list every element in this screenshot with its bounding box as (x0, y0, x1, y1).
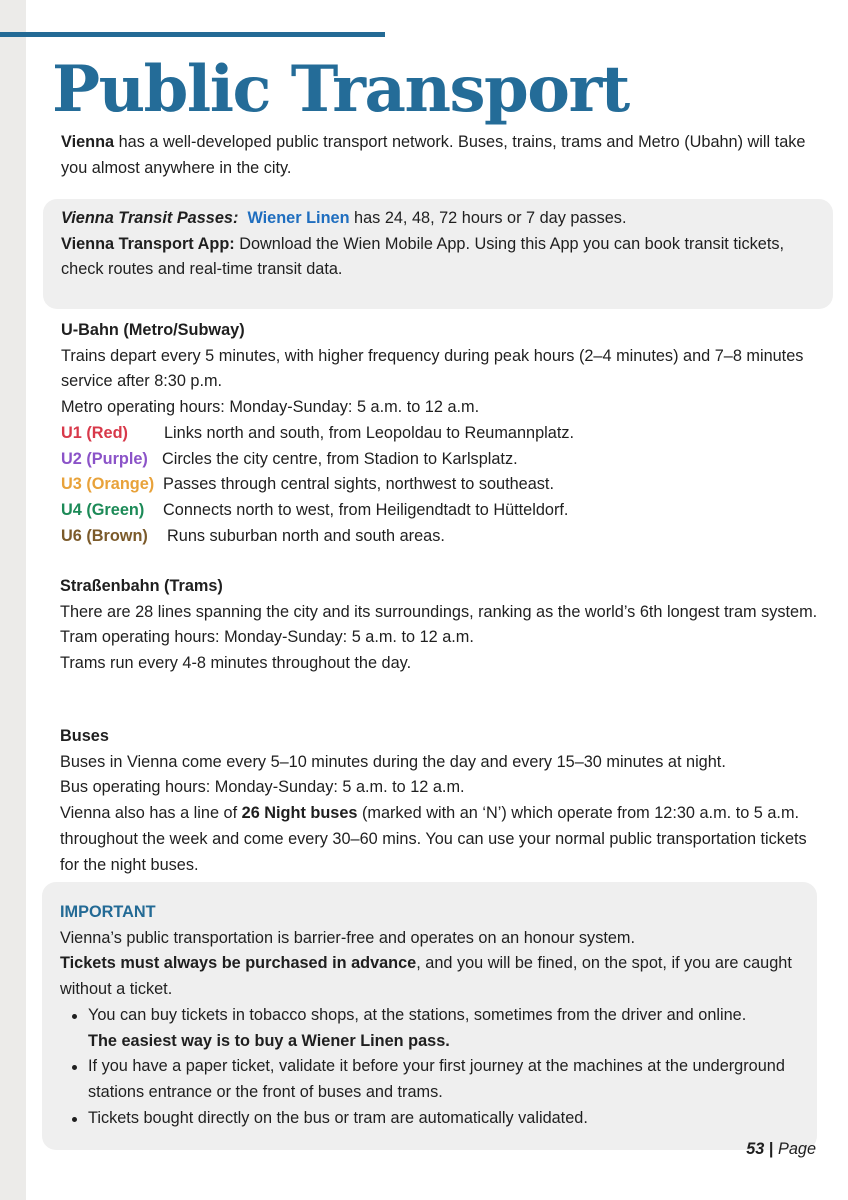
metro-line-name: U6 (Brown) (61, 526, 148, 545)
list-item: If you have a paper ticket, validate it before your first journey at the machines at the underground stations entrance or the front of buses and trams. (88, 1054, 800, 1105)
app-line (61, 232, 821, 283)
buses-section (60, 724, 820, 878)
trams-heading: Straßenbahn (Trams) (60, 577, 223, 595)
night-buses-pre: Vienna also has a line of (60, 804, 242, 823)
ubahn-hours: Metro operating hours: Monday-Sunday: 5 a.m. to 12 a.m. (61, 398, 480, 417)
important-line2-bold: Tickets must always be purchased in advance (60, 954, 417, 973)
intro-lead: Vienna (61, 133, 115, 151)
page-label: Page (777, 1140, 816, 1158)
list-item (88, 1003, 800, 1054)
trams-frequency: Trams run every 4-8 minutes throughout the day. (60, 654, 412, 673)
intro-paragraph (61, 130, 821, 181)
important-line2-rest: , and you will be fined, on the spot, if you are caught without a ticket. (60, 954, 792, 999)
important-line2 (60, 951, 800, 1002)
metro-line-u2 (61, 447, 821, 473)
metro-line-name: U1 (Red) (61, 423, 128, 442)
night-buses-post: (marked with an ‘N’) which operate from 12:30 a.m. to 5 a.m. throughout the week and come every 30–60 mins. You can use your normal public transportation tickets for the night buses. (60, 804, 807, 874)
bullet-text: You can buy tickets in tobacco shops, at the stations, sometimes from the driver and online. (88, 1005, 747, 1024)
trams-hours: Tram operating hours: Monday-Sunday: 5 a.m. to 12 a.m. (60, 628, 474, 647)
metro-line-u4 (61, 498, 821, 524)
ubahn-heading: U-Bahn (Metro/Subway) (61, 321, 245, 339)
metro-line-u6 (61, 524, 821, 550)
metro-line-desc: Runs suburban north and south areas. (167, 526, 445, 545)
metro-line-desc: Circles the city centre, from Stadion to Karlsplatz. (162, 449, 518, 468)
night-buses-bold: 26 Night buses (241, 804, 358, 823)
ubahn-section (61, 318, 821, 549)
app-label: Vienna Transport App: (61, 234, 235, 253)
intro-text: has a well-developed public transport network. Buses, trains, trams and Metro (Ubahn) will take you almost anywhere in the city. (61, 133, 806, 177)
metro-line-name: U2 (Purple) (61, 449, 148, 468)
important-heading: IMPORTANT (60, 903, 156, 921)
night-buses-text (60, 801, 820, 878)
list-item: Tickets bought directly on the bus or tram are automatically validated. (88, 1106, 800, 1132)
app-text: Download the Wien Mobile App. Using this App you can book transit tickets, check routes and real-time transit data. (61, 234, 785, 279)
important-box (42, 882, 817, 1150)
buses-frequency: Buses in Vienna come every 5–10 minutes during the day and every 15–30 minutes at night. (60, 752, 726, 771)
metro-line-name: U3 (Orange) (61, 475, 155, 494)
left-margin-strip (0, 0, 26, 1200)
ubahn-frequency: Trains depart every 5 minutes, with higher frequency during peak hours (2–4 minutes) and 7–8 minutes service after 8:30 p.m. (61, 346, 804, 391)
header-rule (0, 32, 385, 37)
bullet-bold-text: The easiest way is to buy a Wiener Linen pass. (88, 1031, 450, 1050)
page-number: 53 (746, 1140, 765, 1158)
page-footer (746, 1137, 816, 1162)
metro-line-u3 (61, 472, 821, 498)
trams-section (60, 574, 820, 677)
passes-line (61, 206, 821, 232)
trams-lines: There are 28 lines spanning the city and its surroundings, ranking as the world’s 6th longest tram system. (60, 602, 818, 621)
buses-hours: Bus operating hours: Monday-Sunday: 5 a.m. to 12 a.m. (60, 778, 465, 797)
buses-heading: Buses (60, 727, 109, 745)
metro-line-desc: Connects north to west, from Heiligendtadt to Hütteldorf. (163, 500, 569, 519)
important-bullets (60, 1003, 800, 1132)
passes-label: Vienna Transit Passes: (61, 209, 239, 227)
passes-text: has 24, 48, 72 hours or 7 day passes. (349, 209, 627, 227)
metro-line-desc: Links north and south, from Leopoldau to Reumannplatz. (164, 423, 575, 442)
metro-line-name: U4 (Green) (61, 500, 145, 519)
transit-info-box (43, 199, 833, 309)
page-title: Public Transport (52, 52, 629, 127)
important-line1: Vienna’s public transportation is barrier-free and operates on an honour system. (60, 928, 636, 947)
page-separator: | (768, 1140, 774, 1158)
metro-line-u1 (61, 421, 821, 447)
wiener-linen-link[interactable]: Wiener Linen (247, 209, 350, 227)
metro-line-desc: Passes through central sights, northwest to southeast. (163, 475, 554, 494)
